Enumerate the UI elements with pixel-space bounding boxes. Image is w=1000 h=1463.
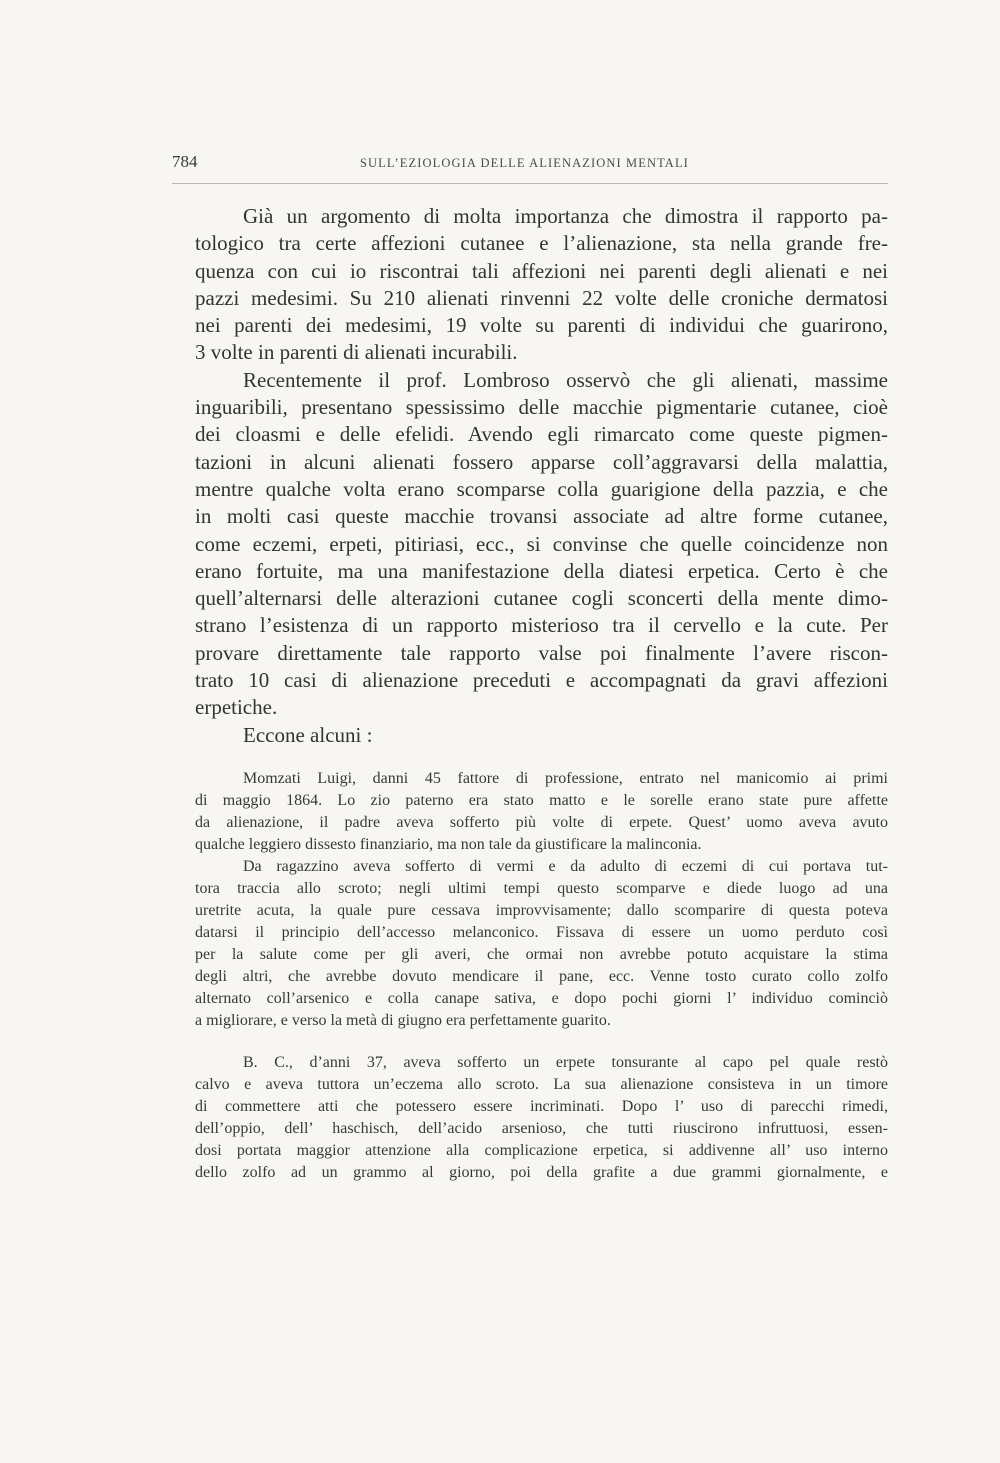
text-line: a migliorare, e verso la metà di giugno era perfettamente guarito. bbox=[195, 1012, 611, 1029]
text-line: inguaribili, presentano spessissimo delle macchie pigmentarie cutanee, cioè bbox=[195, 395, 888, 420]
text-line: per la salute come per gli averi, che ormai non avrebbe potuto acquistare la stima bbox=[195, 946, 888, 963]
text-line: da alienazione, il padre aveva sofferto più volte di erpete. Quest’ uomo aveva avuto bbox=[195, 814, 888, 831]
text-line: degli altri, che avrebbe dovuto mendicare il pane, ecc. Venne tosto curato collo zolfo bbox=[195, 968, 888, 985]
case-report bbox=[195, 768, 888, 1032]
paragraph bbox=[195, 367, 888, 722]
paragraph bbox=[195, 203, 888, 367]
text-line: provare direttamente tale rapporto valse poi finalmente l’avere riscon- bbox=[195, 640, 888, 665]
text-line: qualche leggiero dissesto finanziario, ma non tale da giustificare la malinconia. bbox=[195, 836, 702, 853]
header-rule bbox=[172, 183, 888, 184]
text-line: erpetiche. bbox=[195, 695, 278, 720]
text-line: quenza con cui io riscontrai tali affezioni nei parenti degli alienati e nei bbox=[195, 258, 888, 283]
text-line: Recentemente il prof. Lombroso osservò che gli alienati, massime bbox=[243, 367, 888, 392]
text-line: Eccone alcuni : bbox=[243, 722, 373, 747]
page-number: 784 bbox=[172, 152, 198, 171]
text-line: erano fortuite, ma una manifestazione della diatesi erpetica. Certo è che bbox=[195, 558, 888, 583]
text-line: uretrite acuta, la quale pure cessava improvvisamente; dallo scomparire di questa poteva bbox=[195, 902, 888, 919]
text-line: strano l’esistenza di un rapporto misterioso tra il cervello e la cute. Per bbox=[195, 613, 888, 638]
text-line: tologico tra certe affezioni cutanee e l’alienazione, sta nella grande fre- bbox=[195, 231, 888, 256]
running-title: SULL’EZIOLOGIA DELLE ALIENAZIONI MENTALI bbox=[360, 156, 689, 170]
text-line: come eczemi, erpeti, pitiriasi, ecc., si convinse che quelle coincidenze non bbox=[195, 531, 888, 556]
text-line: 3 volte in parenti di alienati incurabili. bbox=[195, 340, 518, 365]
paragraph bbox=[195, 722, 888, 749]
text-line: calvo e aveva tuttora un’eczema allo scroto. La sua alienazione consisteva in un timore bbox=[195, 1076, 888, 1093]
paragraph bbox=[195, 768, 888, 856]
text-line: tora traccia allo scroto; negli ultimi tempi questo scomparve e diede luogo ad una bbox=[195, 880, 888, 897]
text-line: Già un argomento di molta importanza che dimostra il rapporto pa- bbox=[243, 204, 888, 228]
case-report bbox=[195, 1052, 888, 1184]
paragraph bbox=[195, 1052, 888, 1184]
text-line: di maggio 1864. Lo zio paterno era stato matto e le sorelle erano state pure affette bbox=[195, 792, 888, 809]
text-line: Da ragazzino aveva sofferto di vermi e da adulto di eczemi di cui portava tut- bbox=[243, 858, 888, 875]
text-line: dei cloasmi e delle efelidi. Avendo egli rimarcato come queste pigmen- bbox=[195, 422, 888, 447]
text-line: trato 10 casi di alienazione preceduti e accompagnati da gravi affezioni bbox=[195, 668, 888, 693]
text-line: nei parenti dei medesimi, 19 volte su parenti di individui che guarirono, bbox=[195, 313, 888, 338]
text-line: mentre qualche volta erano scomparse colla guarigione della pazzia, e che bbox=[195, 476, 888, 501]
paragraph bbox=[195, 856, 888, 1032]
text-line: Momzati Luigi, danni 45 fattore di professione, entrato nel manicomio ai primi bbox=[243, 770, 888, 787]
text-line: dello zolfo ad un grammo al giorno, poi della grafite a due grammi giornalmente, e bbox=[195, 1164, 888, 1181]
text-line: quell’alternarsi delle alterazioni cutanee cogli sconcerti della mente dimo- bbox=[195, 586, 888, 611]
text-line: dosi portata maggior attenzione alla complicazione erpetica, si addivenne all’ uso interno bbox=[195, 1142, 888, 1159]
text-line: di commettere atti che potessero essere incriminati. Dopo l’ uso di parecchi rimedi, bbox=[195, 1098, 888, 1115]
text-line: alternato coll’arsenico e colla canape sativa, e dopo pochi giorni l’ individuo cominciò bbox=[195, 990, 888, 1007]
text-line: tazioni in alcuni alienati fossero apparse coll’aggravarsi della malattia, bbox=[195, 449, 888, 474]
text-line: pazzi medesimi. Su 210 alienati rinvenni 22 volte delle croniche dermatosi bbox=[195, 285, 888, 310]
text-line: datarsi il principio dell’accesso melanconico. Fissava di essere un uomo perduto così bbox=[195, 924, 888, 941]
text-line: dell’oppio, dell’ haschisch, dell’acido arsenioso, che tutti riuscirono infruttuosi, essen- bbox=[195, 1120, 888, 1137]
text-line: B. C., d’anni 37, aveva sofferto un erpete tonsurante al capo pel quale restò bbox=[243, 1054, 888, 1071]
text-line: in molti casi queste macchie trovansi associate ad altre forme cutanee, bbox=[195, 504, 888, 529]
main-text bbox=[195, 203, 888, 749]
